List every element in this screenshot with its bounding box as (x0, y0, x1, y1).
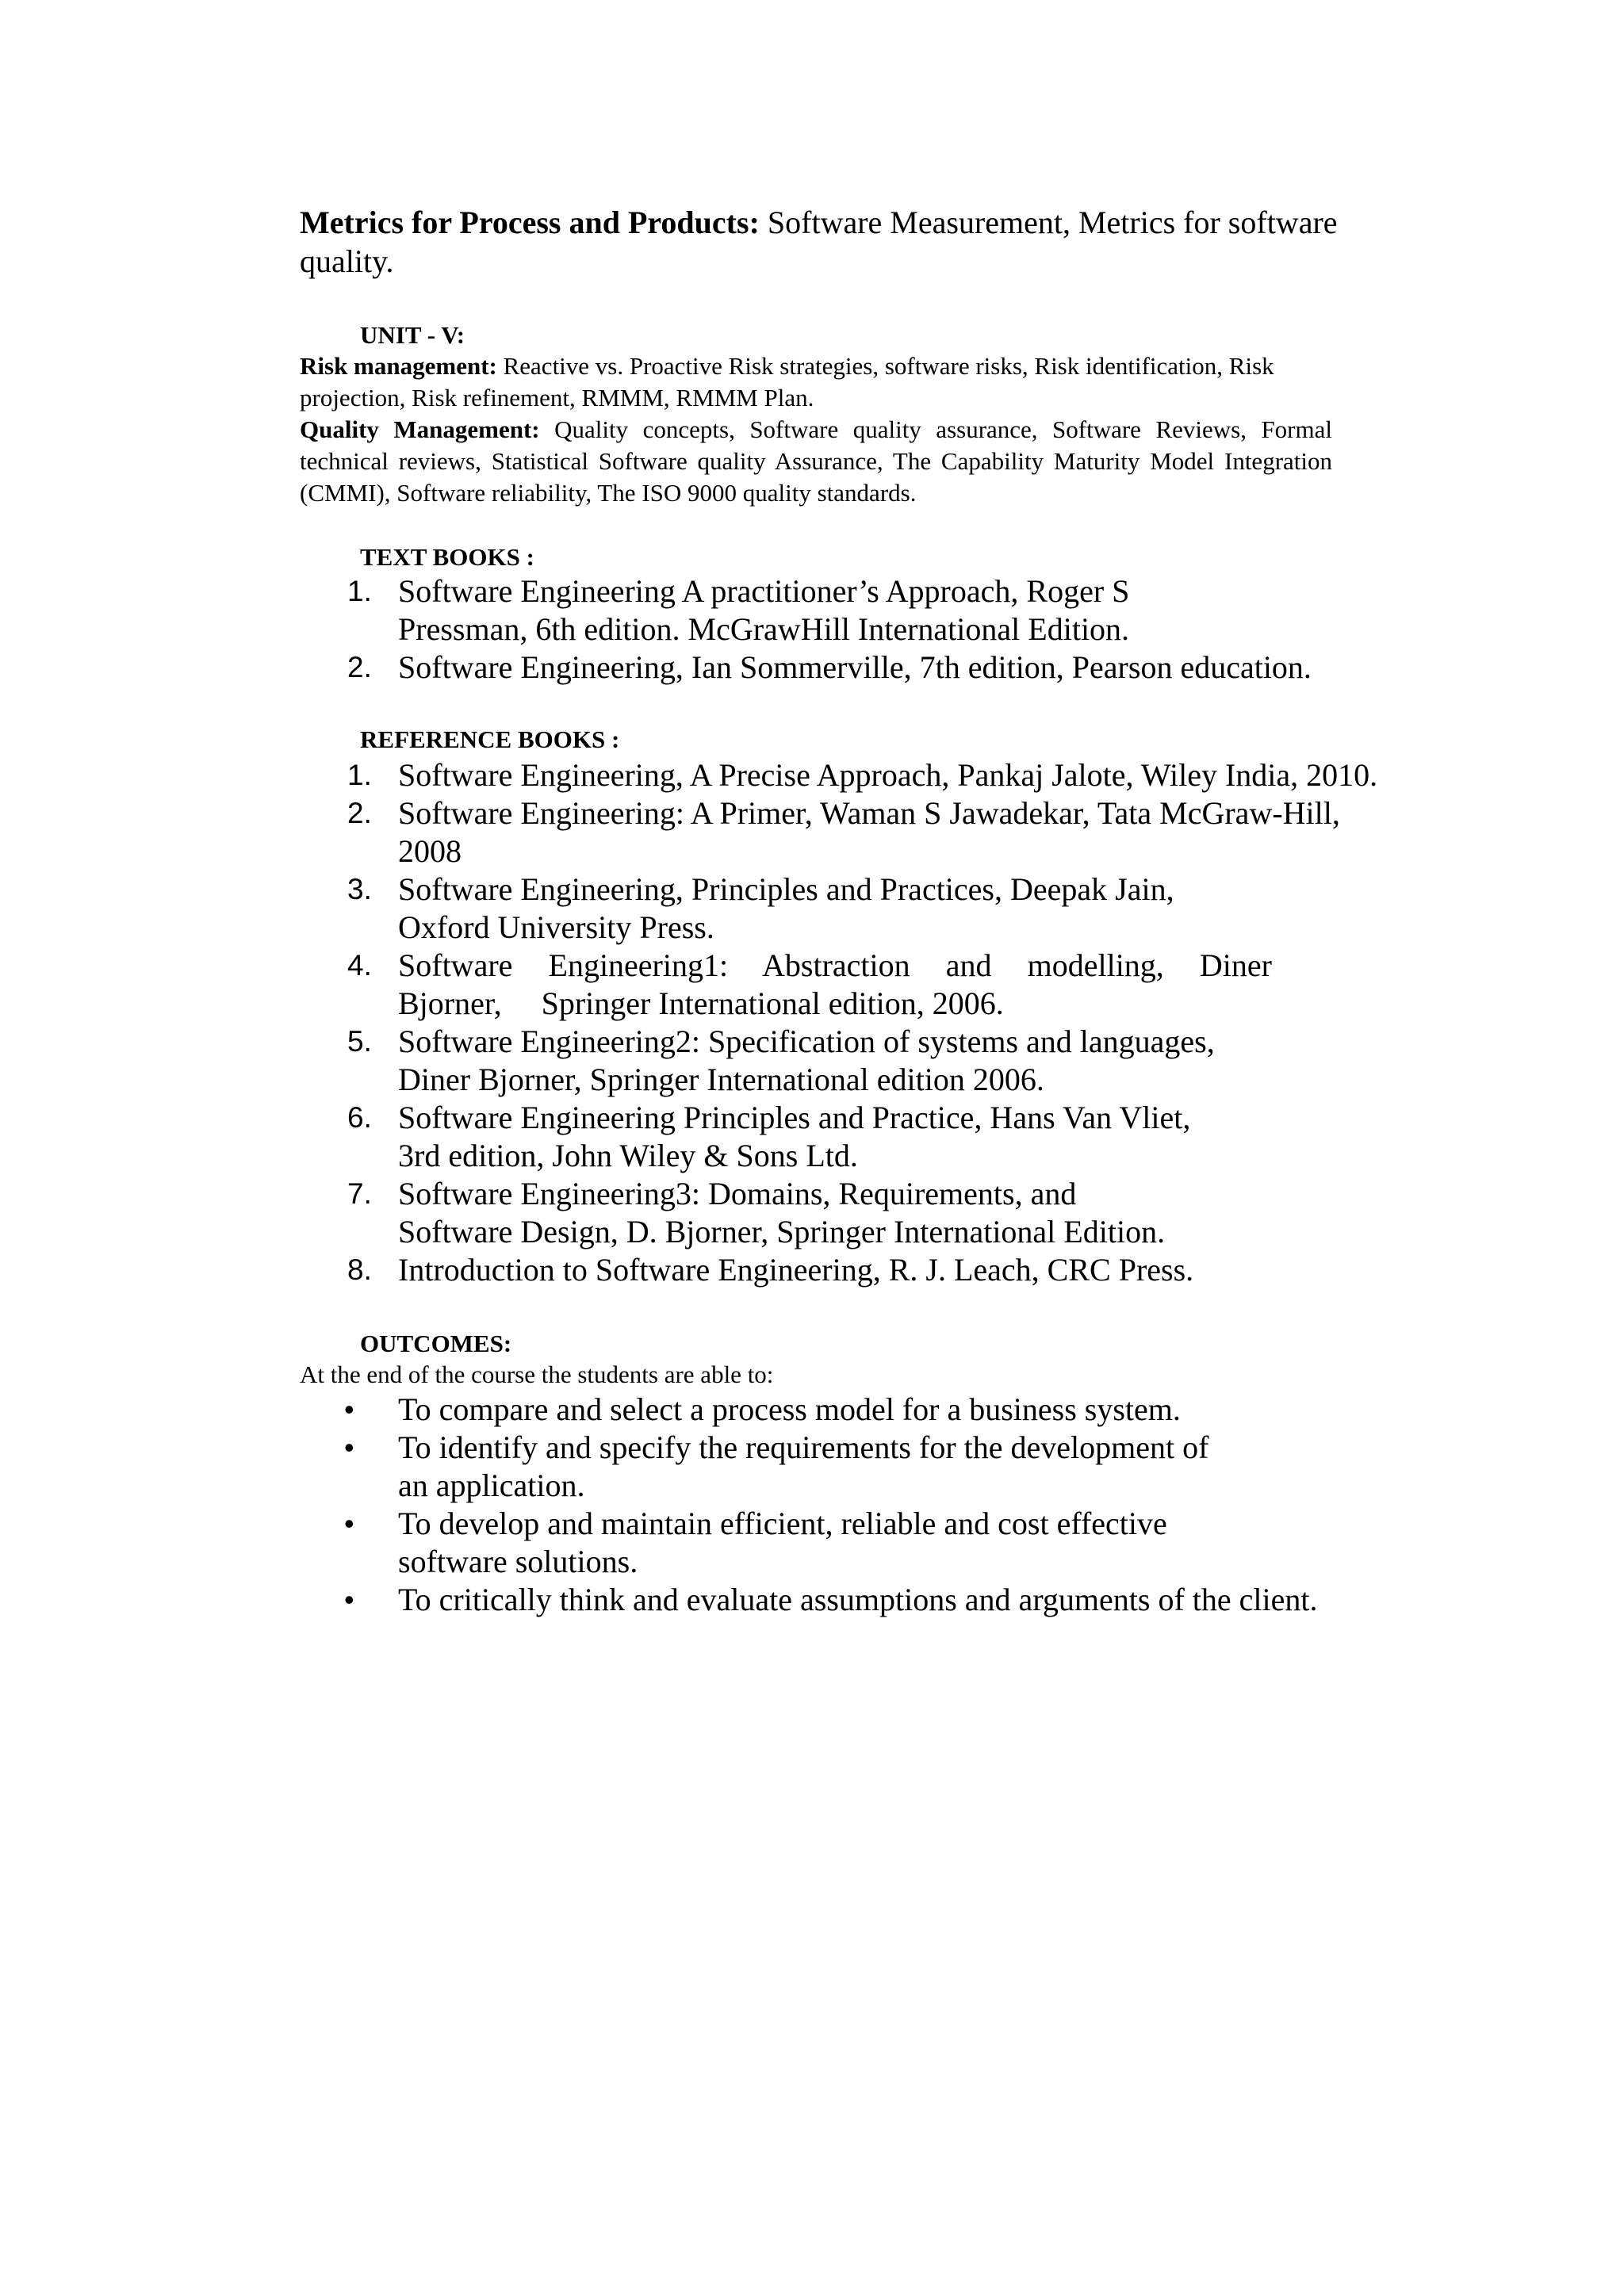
metrics-title: Metrics for Process and Products: (300, 205, 760, 240)
list-number: 8. (347, 1253, 372, 1286)
list-number: 7. (347, 1177, 372, 1210)
list-item: 1. Software Engineering, A Precise Approach, Pankaj Jalote, Wiley India, 2010. (347, 757, 1378, 793)
text-books-list (300, 572, 1312, 687)
bullet-icon: • (344, 1583, 354, 1616)
quality-management-paragraph (300, 414, 1332, 509)
outcomes-intro: At the end of the course the students are able to: (300, 1360, 774, 1388)
risk-management-paragraph (300, 350, 1332, 414)
risk-management-title: Risk management: (300, 352, 497, 380)
text-books-heading: TEXT BOOKS : (360, 543, 534, 571)
list-item: 3. Software Engineering, Principles and Practices, Deepak Jain, Oxford University Press. (347, 871, 1174, 945)
quality-management-title: Quality Management: (300, 415, 540, 443)
list-item: 5. Software Engineering2: Specification of systems and languages, Diner Bjorner, Springer International edition 2006. (347, 1024, 1215, 1097)
bullet-icon: • (344, 1431, 354, 1464)
list-item: 1. Software Engineering A practitioner’s Approach, Roger S Pressman, 6th edition. McGrawHill International Edition. (347, 573, 1130, 647)
list-number: 5. (347, 1025, 372, 1058)
list-number: 2. (347, 797, 372, 829)
list-number: 1. (347, 575, 372, 607)
list-item: • To develop and maintain efficient, reliable and cost effective software solutions. (344, 1506, 1167, 1579)
list-item: • To compare and select a process model for a business system. (344, 1391, 1181, 1427)
bullet-icon: • (344, 1393, 354, 1425)
list-number: 3. (347, 873, 372, 905)
list-number: 6. (347, 1101, 372, 1134)
metrics-paragraph (300, 203, 1410, 281)
list-item: 6. Software Engineering Principles and Practice, Hans Van Vliet, 3rd edition, John Wiley & Sons Ltd. (347, 1100, 1191, 1173)
risk-management-text: Reactive vs. Proactive Risk strategies, software risks, Risk identification, Risk projection, Risk refinement, RMMM, RMMM Plan. (300, 352, 1274, 411)
bullet-icon: • (344, 1507, 354, 1540)
list-item: 7. Software Engineering3: Domains, Requirements, and Software Design, D. Bjorner, Springer International Edition. (347, 1176, 1166, 1249)
list-number: 2. (347, 651, 372, 683)
list-item: • To identify and specify the requirements for the development of an application. (344, 1429, 1209, 1503)
list-item: 2. Software Engineering: A Primer, Waman S Jawadekar, Tata McGraw-Hill, 2008 (347, 795, 1340, 869)
outcomes-list (300, 1391, 1318, 1619)
list-item: 4. Software Engineering1: Abstraction and modelling, Diner Bjorner, Springer International edition, 2006. (347, 947, 1272, 1021)
list-number: 1. (347, 759, 372, 791)
list-number: 4. (347, 949, 372, 982)
reference-books-list (300, 756, 1377, 1289)
list-item: 8. Introduction to Software Engineering, R. J. Leach, CRC Press. (347, 1252, 1194, 1288)
unit-v-heading: UNIT - V: (360, 321, 465, 349)
list-item: 2. Software Engineering, Ian Sommerville, 7th edition, Pearson education. (347, 649, 1312, 685)
quality-management-text: Quality concepts, Software quality assurance, Software Reviews, Formal technical reviews, Statistical Software quality Assurance, The Capability Maturity Model Integration (CMMI), Software reliability, The ISO 9000 quality standards. (300, 415, 1332, 507)
reference-books-heading: REFERENCE BOOKS : (360, 725, 620, 753)
list-item: • To critically think and evaluate assumptions and arguments of the client. (344, 1582, 1318, 1617)
metrics-text: Software Measurement, Metrics for software quality. (300, 205, 1338, 279)
outcomes-heading: OUTCOMES: (360, 1330, 512, 1357)
